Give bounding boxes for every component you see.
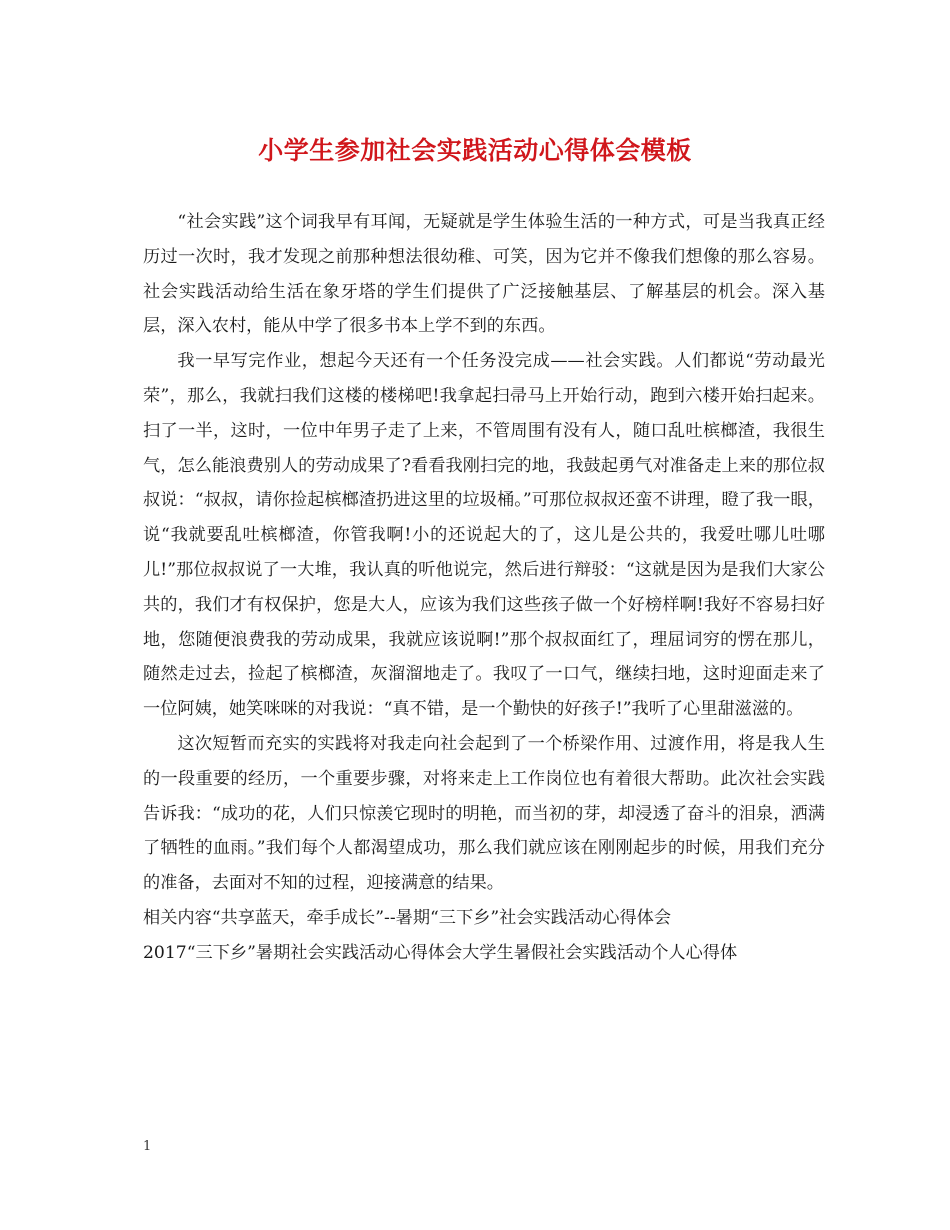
page-number: 1 xyxy=(143,1139,152,1154)
paragraph-1: “社会实践”这个词我早有耳闻，无疑就是学生体验生活的一种方式，可是当我真正经历过一次时，我才发现之前那种想法很幼稚、可笑，因为它并不像我们想像的那么容易。社会实践活动给生活在象牙塔的学生们提供了广泛接触基层、了解基层的机会。深入基层，深入农村，能从中学了很多书本上学不到的东西。 xyxy=(143,212,825,337)
related-content-line-2[interactable]: 2017“三下乡”暑期社会实践活动心得体会大学生暑假社会实践活动个人心得体 xyxy=(143,942,738,963)
related-content-line-1[interactable]: 相关内容“共享蓝天，牵手成长”--暑期“三下乡”社会实践活动心得体会 xyxy=(143,907,672,928)
document-body xyxy=(143,205,825,971)
document-title: 小学生参加社会实践活动心得体会模板 xyxy=(258,136,692,165)
paragraph-3: 这次短暂而充实的实践将对我走向社会起到了一个桥梁作用、过渡作用，将是我人生的一段重要的经历，一个重要步骤，对将来走上工作岗位也有着很大帮助。此次社会实践告诉我：“成功的花，人们只惊羡它现时的明艳，而当初的芽，却浸透了奋斗的泪泉，洒满了牺牲的血雨。”我们每个人都渴望成功，那么我们就应该在刚刚起步的时候，用我们充分的准备，去面对不知的过程，迎接满意的结果。 xyxy=(143,733,825,894)
paragraph-2: 我一早写完作业，想起今天还有一个任务没完成——社会实践。人们都说“劳动最光荣”，那么，我就扫我们这楼的楼梯吧!我拿起扫帚马上开始行动，跑到六楼开始扫起来。扫了一半，这时，一位中年男子走了上来，不管周围有没有人，随口乱吐槟榔渣，我很生气，怎么能浪费别人的劳动成果了?看看我刚扫完的地，我鼓起勇气对准备走上来的那位叔叔说：“叔叔，请你捡起槟榔渣扔进这里的垃圾桶。”可那位叔叔还蛮不讲理，瞪了我一眼，说“我就要乱吐槟榔渣，你管我啊!小的还说起大的了，这儿是公共的，我爱吐哪儿吐哪儿!”那位叔叔说了一大堆，我认真的听他说完，然后进行辩驳：“这就是因为是我们大家公共的，我们才有权保护，您是大人，应该为我们这些孩子做一个好榜样啊!我好不容易扫好地，您随便浪费我的劳动成果，我就应该说啊!”那个叔叔面红了，理屈词穷的愣在那儿，随然走过去，捡起了槟榔渣，灰溜溜地走了。我叹了一口气，继续扫地，这时迎面走来了一位阿姨，她笑咪咪的对我说：“真不错，是一个勤快的好孩子!”我听了心里甜滋滋的。 xyxy=(143,351,825,720)
